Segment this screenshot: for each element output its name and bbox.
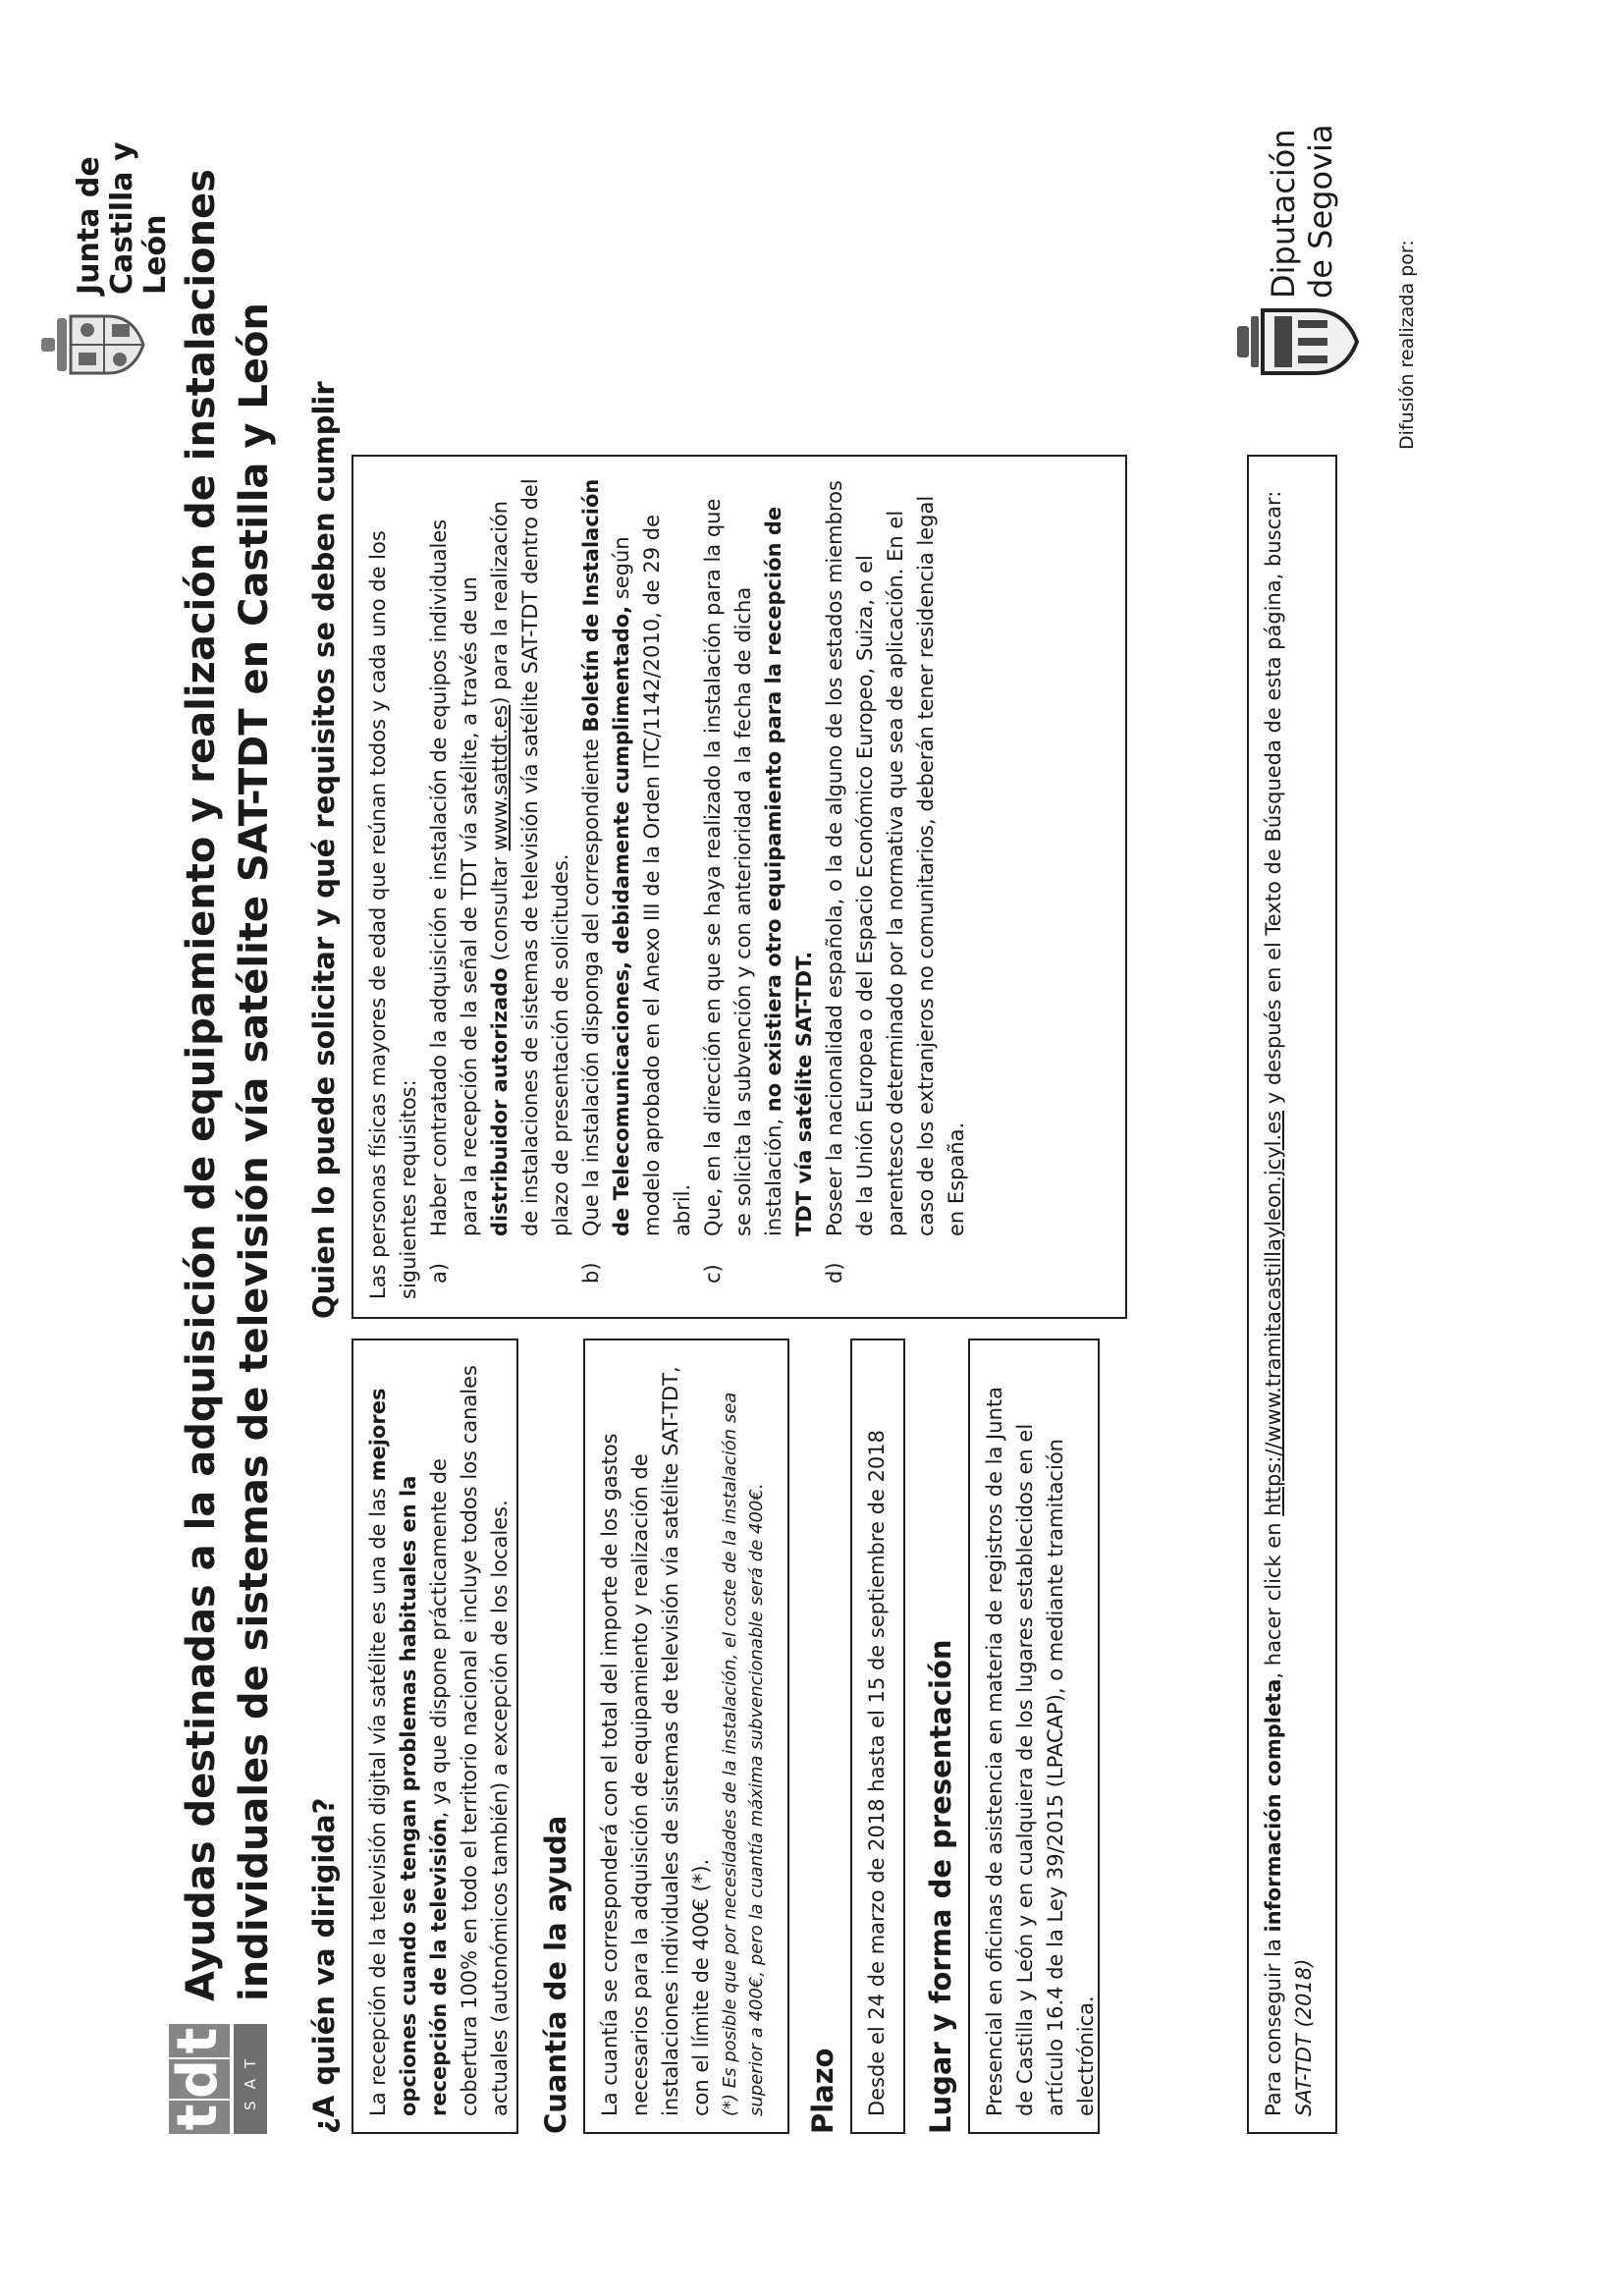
- requisito-marker: d): [823, 1262, 846, 1284]
- logo-letter: t: [169, 2024, 230, 2057]
- text-cuantia: La cuantía se corresponderá con el total del importe de los gastos necesarios para la adquisición de equipamiento y realización de instalaciones individuales de sistemas de televisión vía satélite SAT-TDT, con el límite de 400€ (*).: [598, 1366, 713, 2116]
- logo-letter: t: [169, 2101, 230, 2134]
- text-run: distribuidor autorizado: [488, 967, 512, 1236]
- title-line-2: individuales de sistemas de televisión vía satélite SAT-TDT en Castilla y León: [232, 302, 277, 2001]
- diputacion-segovia-logo: [1217, 94, 1542, 389]
- text-run: Para conseguir la: [1262, 1932, 1285, 2116]
- box-plazo: [850, 1339, 905, 2134]
- difusion-label: Difusión realizada por:: [1396, 240, 1418, 450]
- junta-shield-icon: [39, 301, 147, 389]
- page-title: [175, 169, 281, 2001]
- diputacion-label: [1265, 125, 1339, 300]
- junta-label: [73, 94, 173, 295]
- text-plazo: Desde el 24 de marzo de 2018 hasta el 15 de septiembre de 2018: [865, 1429, 889, 2116]
- text-run: SAT-TDT (2018): [1292, 1958, 1316, 2116]
- requisito-marker: c): [701, 1264, 725, 1284]
- text-run: ) para la realización de instalaciones de sistemas de televisión vía satélite SAT-TDT dentro del plazo de presentación de solicitudes.: [488, 478, 572, 1236]
- text-footer: [1262, 491, 1316, 2116]
- junta-line-1: Junta de: [72, 156, 106, 295]
- tdt-sat-logo: [166, 2024, 279, 2134]
- note-cuantia: (*) Es posible que por necesidades de la instalación, el coste de la instalación sea superior a 400€, pero la cuantía máxima subvencionable será de 400€.: [720, 1392, 767, 2116]
- heading-cuantia: Cuantía de la ayuda: [539, 1815, 572, 2134]
- diputacion-line-1: Diputación: [1265, 129, 1302, 299]
- text-run: mejores opciones cuando se tengan problemas habituales en la recepción de la televisión: [366, 1388, 451, 2116]
- link-text[interactable]: https://www.tramitacastillayleon.jcyl.es: [1262, 1110, 1285, 1516]
- box-lugar: [968, 1339, 1100, 2134]
- heading-plazo: Plazo: [806, 2048, 839, 2134]
- text-lugar: Presencial en oficinas de asistencia en materia de registros de la Junta de Castilla y León y en cualquiera de los lugares establecidos en el artículo 16.4 de la Ley 39/2015 (LPACAP), o mediante tramitación electrónica.: [983, 1387, 1098, 2116]
- box-dirigida: [352, 1339, 518, 2134]
- text-requisitos-intro: Las personas físicas mayores de edad que reúnan todos y cada uno de los siguientes requisitos:: [366, 530, 420, 1299]
- text-dirigida: [366, 1365, 512, 2116]
- requisito-marker: a): [427, 1262, 451, 1284]
- requisito-item: [576, 474, 698, 1299]
- requisito-item: [698, 474, 820, 1299]
- logo-letter: d: [166, 2058, 230, 2100]
- box-footer: [1247, 455, 1337, 2134]
- text-run: , hacer click en: [1262, 1515, 1285, 1679]
- junta-castilla-leon-logo: [39, 94, 173, 389]
- requisito-text: [698, 474, 820, 1236]
- box-requisitos: [352, 455, 1127, 1319]
- text-run: y después en el Texto de Búsqueda de esta página, buscar:: [1262, 490, 1285, 1111]
- junta-line-2: Castilla y León: [105, 141, 173, 295]
- diputacion-line-2: de Segovia: [1302, 124, 1339, 299]
- logo-sub: SAT: [234, 2024, 267, 2134]
- link-text[interactable]: www.sattdt.es: [488, 704, 512, 851]
- heading-requisitos: Quien lo puede solicitar y qué requisitos se deben cumplir: [307, 381, 341, 1319]
- requisito-item: [424, 474, 576, 1299]
- text-run: no existiera otro equipamiento para la recepción de TDT vía satélite SAT-TDT.: [762, 506, 816, 1236]
- heading-dirigida: ¿A quién va dirigida?: [307, 1797, 341, 2134]
- requisito-marker: b): [579, 1262, 603, 1284]
- text-run: Boletín de Instalación de Telecomunicaciones, debidamente cumplimentado,: [579, 478, 633, 1236]
- text-run: La recepción de la televisión digital vía satélite es una de las: [366, 1481, 390, 2116]
- text-run: (consultar: [488, 850, 512, 968]
- text-run: , ya que dispone prácticamente de cobertura 100% en todo el territorio nacional e incluye todos los canales actuales (autonómicos también) a excepción de los locales.: [427, 1365, 512, 2116]
- text-run: Que la instalación disponga del correspondiente: [579, 732, 603, 1236]
- requisito-item: [820, 474, 972, 1299]
- requisito-text: [424, 474, 576, 1236]
- text-run: según modelo aprobado en el Anexo III de la Orden ITC/1142/2010, de 29 de abril.: [610, 514, 694, 1236]
- requisitos-list: [424, 474, 972, 1299]
- box-cuantia: [583, 1339, 789, 2134]
- text-run: información completa: [1262, 1678, 1285, 1933]
- diputacion-shield-icon: [1235, 304, 1363, 379]
- text-run: Haber contratado la adquisición e instalación de equipos individuales para la recepción de la señal de TDT vía satélite, a través de un: [427, 519, 481, 1236]
- title-line-1: Ayudas destinadas a la adquisición de equipamiento y realización de instalaciones: [179, 169, 224, 2001]
- text-run: Poseer la nacionalidad española, o la de alguno de los estados miembros de la Unión Europea o del Espacio Económico Europeo, Suiza, o el parentesco determinado por la normativa que sea de aplicación. En el caso de los extranjeros no comunitarios, deberán tener residencia legal en España.: [823, 480, 968, 1236]
- heading-lugar: Lugar y forma de presentación: [924, 1639, 957, 2134]
- requisito-text: [820, 474, 972, 1236]
- requisito-text: [576, 474, 698, 1236]
- text-run: Que, en la dirección en que se haya realizado la instalación para la que se solicita la subvención y con anterioridad a la fecha de dicha instalación,: [701, 498, 785, 1236]
